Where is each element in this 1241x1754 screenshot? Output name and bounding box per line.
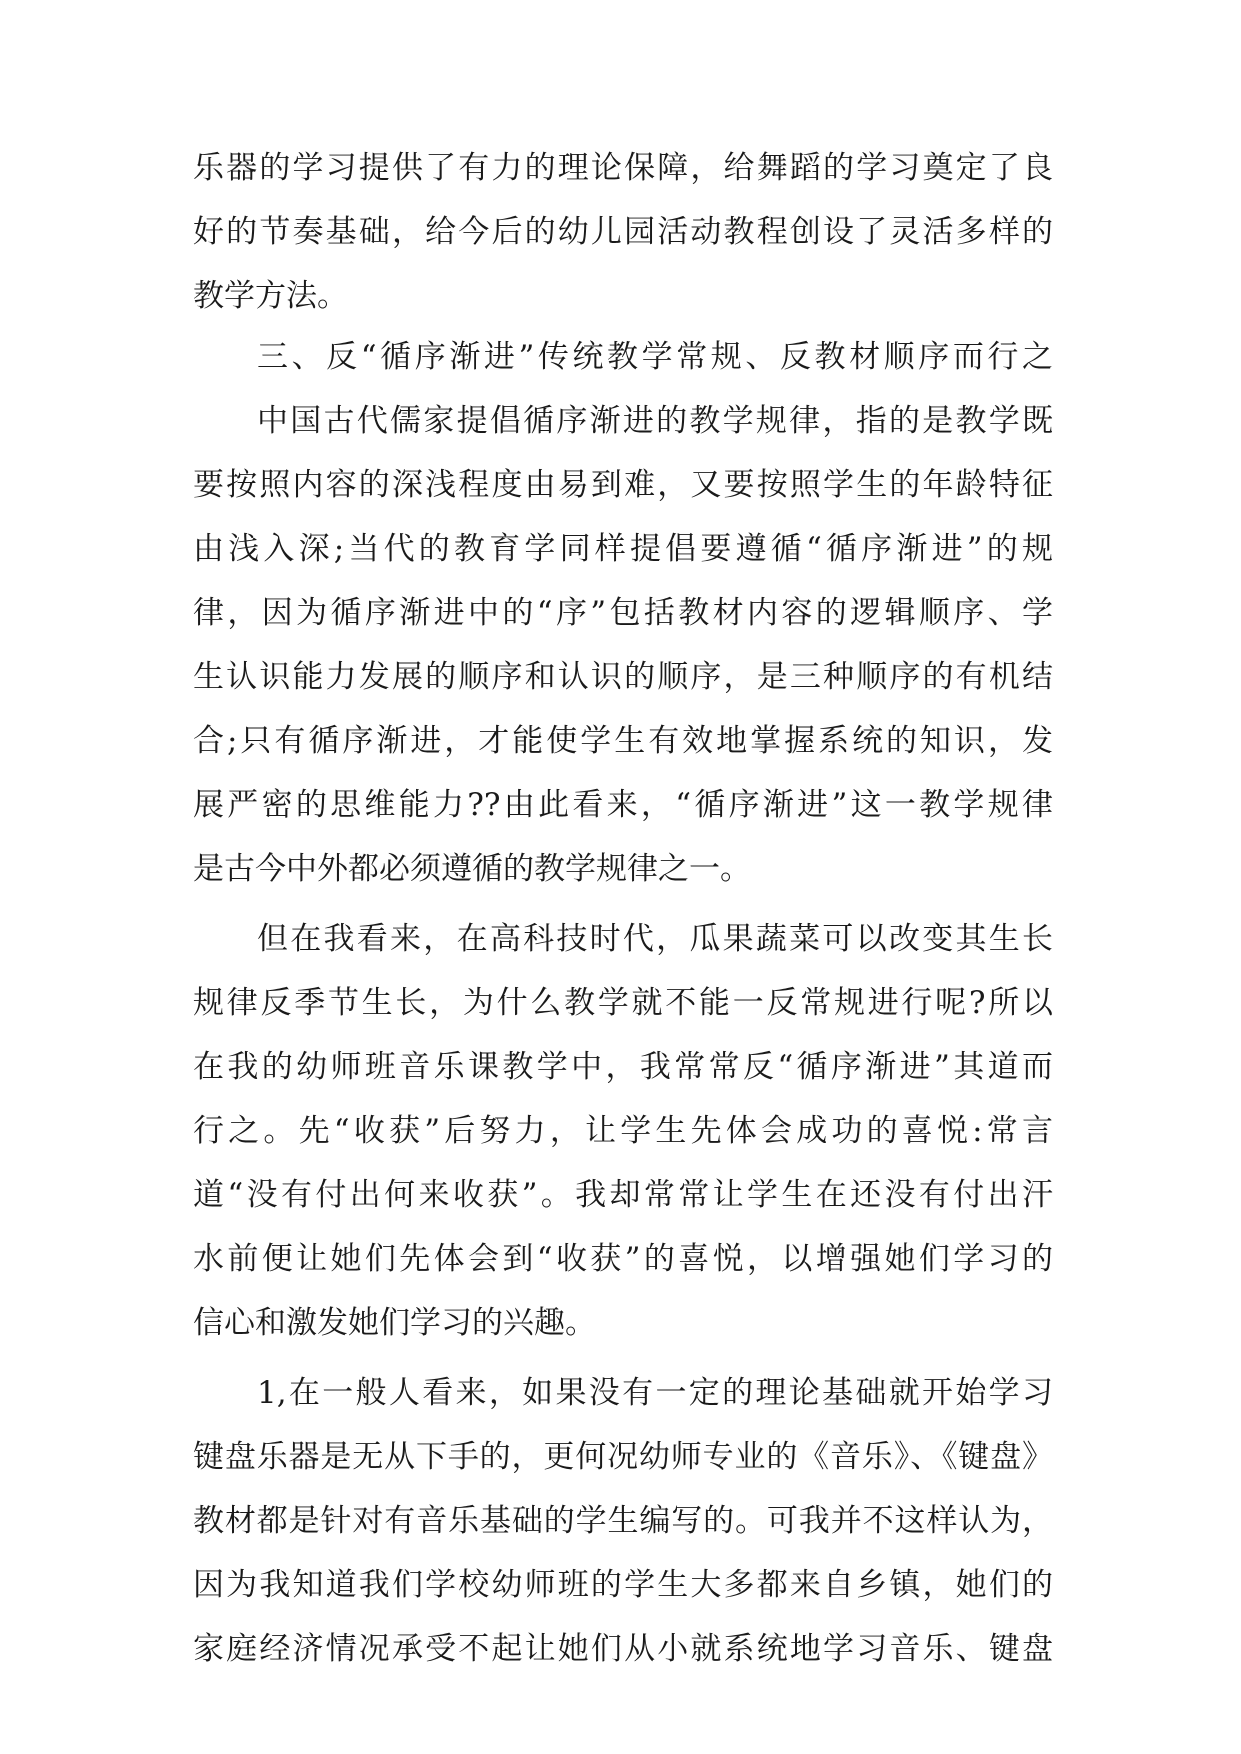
text-line: 由浅入深;当代的教育学同样提倡要遵循“循序渐进”的规 <box>193 531 1053 567</box>
text-line: 键盘乐器是无从下手的，更何况幼师专业的《音乐》、《键盘》 <box>193 1439 1053 1475</box>
text-line: 行之。先“收获”后努力，让学生先体会成功的喜悦:常言 <box>193 1113 1053 1149</box>
text-line: 教学方法。 <box>193 278 348 314</box>
text-line: 家庭经济情况承受不起让她们从小就系统地学习音乐、键盘 <box>193 1631 1053 1667</box>
text-line: 因为我知道我们学校幼师班的学生大多都来自乡镇，她们的 <box>193 1567 1053 1603</box>
text-line: 规律反季节生长，为什么教学就不能一反常规进行呢?所以 <box>193 985 1053 1021</box>
text-line: 在我的幼师班音乐课教学中，我常常反“循序渐进”其道而 <box>193 1049 1053 1085</box>
text-line: 要按照内容的深浅程度由易到难，又要按照学生的年龄特征 <box>193 467 1053 503</box>
text-line: 道“没有付出何来收获”。我却常常让学生在还没有付出汗 <box>193 1177 1053 1213</box>
text-line: 律，因为循序渐进中的“序”包括教材内容的逻辑顺序、学 <box>193 595 1053 631</box>
text-line: 中国古代儒家提倡循序渐进的教学规律，指的是教学既 <box>257 403 1053 439</box>
text-line: 好的节奏基础，给今后的幼儿园活动教程创设了灵活多样的 <box>193 214 1053 250</box>
text-line: 展严密的思维能力??由此看来，“循序渐进”这一教学规律 <box>193 787 1053 823</box>
text-line: 是古今中外都必须遵循的教学规律之一。 <box>193 851 751 887</box>
text-line: 信心和激发她们学习的兴趣。 <box>193 1305 596 1341</box>
text-line: 教材都是针对有音乐基础的学生编写的。可我并不这样认为， <box>193 1503 1053 1539</box>
text-line: 但在我看来，在高科技时代，瓜果蔬菜可以改变其生长 <box>257 921 1053 957</box>
text-line: 合;只有循序渐进，才能使学生有效地掌握系统的知识，发 <box>193 723 1053 759</box>
section-heading: 三、反“循序渐进”传统教学常规、反教材顺序而行之 <box>257 339 1053 375</box>
text-line: 乐器的学习提供了有力的理论保障，给舞蹈的学习奠定了良 <box>193 150 1053 186</box>
text-line: 1,在一般人看来，如果没有一定的理论基础就开始学习 <box>257 1375 1053 1411</box>
text-line: 生认识能力发展的顺序和认识的顺序，是三种顺序的有机结 <box>193 659 1053 695</box>
text-line: 水前便让她们先体会到“收获”的喜悦，以增强她们学习的 <box>193 1241 1053 1277</box>
